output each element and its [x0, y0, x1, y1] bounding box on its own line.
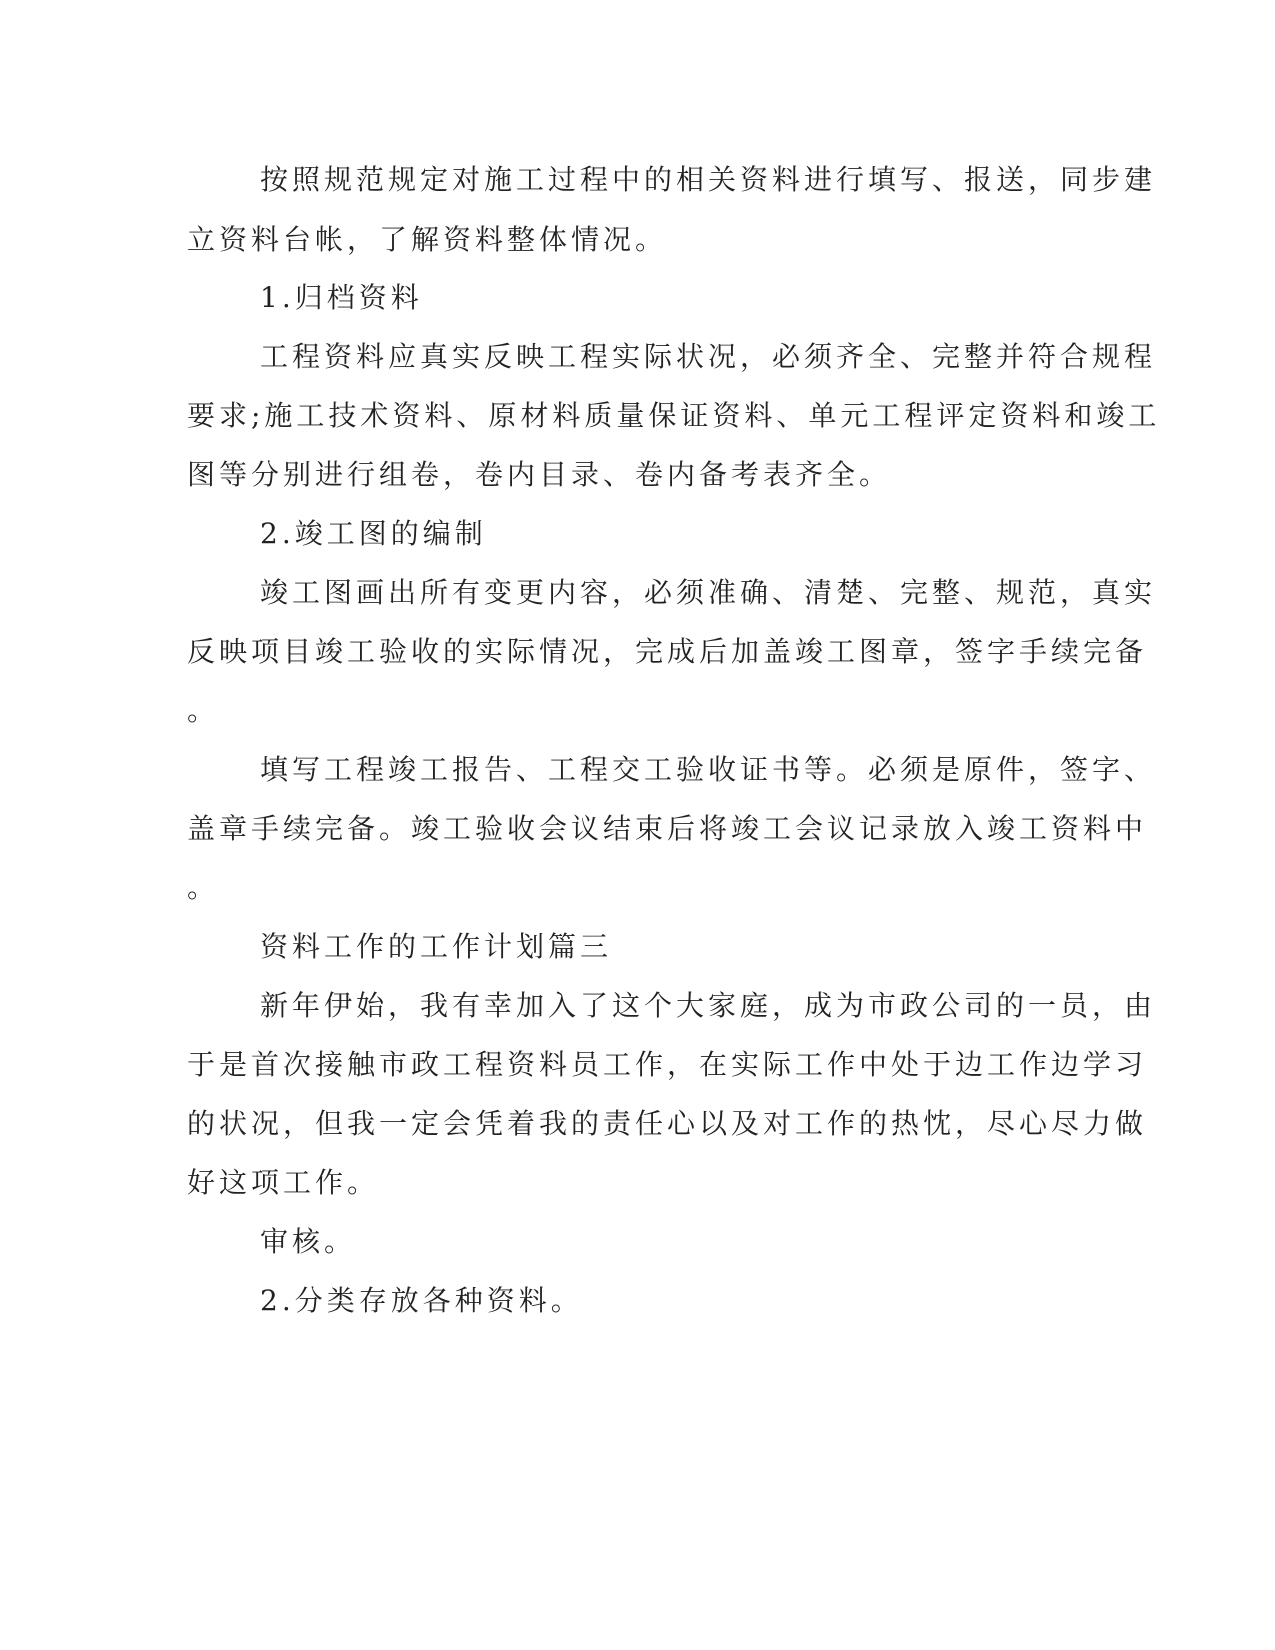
paragraph-line: 的状况，但我一定会凭着我的责任心以及对工作的热忱，尽心尽力做 — [187, 1107, 1148, 1140]
paragraph-line: 要求;施工技术资料、原材料质量保证资料、单元工程评定资料和竣工 — [187, 399, 1161, 432]
section-heading: 2.分类存放各种资料。 — [260, 1284, 583, 1317]
paragraph-line: 反映项目竣工验收的实际情况，完成后加盖竣工图章，签字手续完备 — [187, 635, 1148, 668]
paragraph-line: 好这项工作。 — [187, 1166, 380, 1199]
paragraph-line: 新年伊始，我有幸加入了这个大家庭，成为市政公司的一员，由 — [260, 989, 1157, 1022]
paragraph-line: 竣工图画出所有变更内容，必须准确、清楚、完整、规范，真实 — [260, 576, 1157, 609]
paragraph-line: 工程资料应真实反映工程实际状况，必须齐全、完整并符合规程 — [260, 340, 1157, 373]
paragraph-line: 。 — [187, 871, 220, 904]
paragraph-line: 立资料台帐，了解资料整体情况。 — [187, 223, 668, 256]
paragraph-line: 盖章手续完备。竣工验收会议结束后将竣工会议记录放入竣工资料中 — [187, 812, 1148, 845]
paragraph-line: 。 — [187, 694, 220, 727]
paragraph-line: 填写工程竣工报告、工程交工验收证书等。必须是原件，签字、 — [260, 753, 1157, 786]
section-heading: 2.竣工图的编制 — [260, 517, 487, 550]
section-heading: 1.归档资料 — [260, 281, 423, 314]
section-heading: 资料工作的工作计划篇三 — [260, 930, 613, 963]
paragraph-line: 审核。 — [260, 1225, 357, 1258]
paragraph-line: 图等分别进行组卷，卷内目录、卷内备考表齐全。 — [187, 458, 892, 491]
paragraph-line: 于是首次接触市政工程资料员工作，在实际工作中处于边工作边学习 — [187, 1048, 1148, 1081]
paragraph-line: 按照规范规定对施工过程中的相关资料进行填写、报送，同步建 — [260, 163, 1157, 196]
